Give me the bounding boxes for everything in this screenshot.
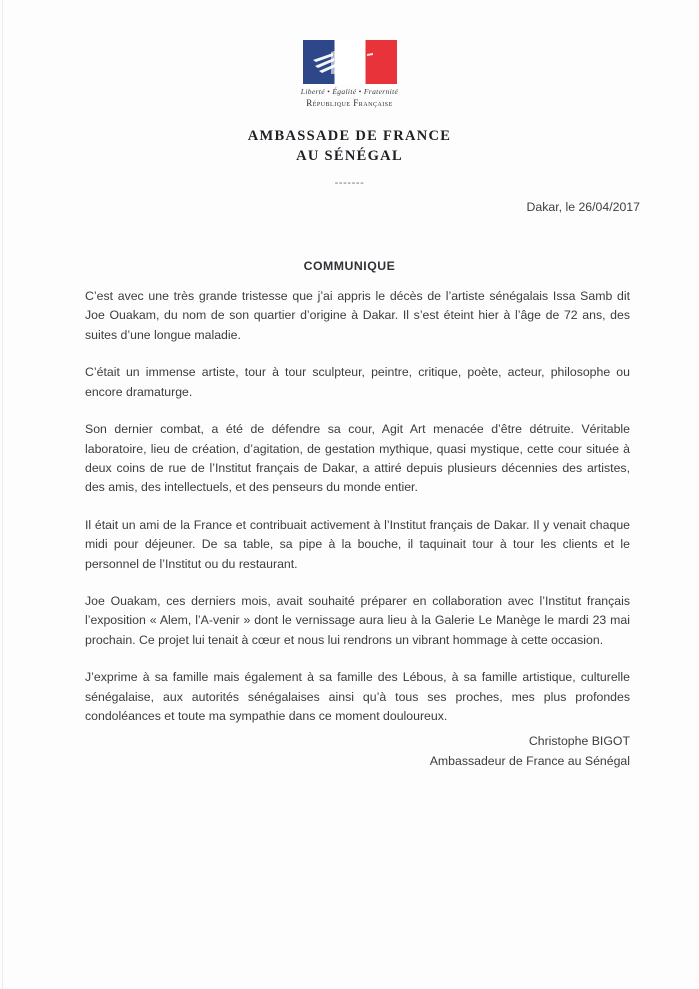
republic-logo: [301, 40, 398, 108]
signature-block: [0, 732, 630, 771]
embassy-heading-line2: AU SÉNÉGAL: [296, 147, 403, 164]
paragraph: Joe Ouakam, ces derniers mois, avait souhaité préparer en collaboration avec l’Institut français l’exposition « Alem, l’A-venir » dont le vernissage aura lieu à la Galerie Le Manège le mardi 23 mai prochain. Ce projet lui tenait à cœur et nous lui rendrons un vibrant hommage à cette occasion.: [85, 594, 630, 647]
paragraph: C’est avec une très grande tristesse que j’ai appris le décès de l’artiste sénégalais Issa Samb dit Joe Ouakam, du nom de son quartier d’origine à Dakar. Il s’est éteint hier à l’âge de 72 ans, des suites d’une longue maladie.: [85, 289, 630, 342]
paragraph: Il était un ami de la France et contribuait activement à l’Institut français de Dakar. Il y venait chaque midi pour déjeuner. De sa table, sa pipe à la bouche, il taquinait tour à tour les clients et le personnel de l’Institut ou du restaurant.: [85, 517, 630, 571]
header-separator: -------: [334, 177, 365, 190]
paragraph: J’exprime à sa famille mais également à sa famille des Lébous, à sa famille artistique, culturelle sénégalaise, aux autorités sénégalaises ainsi qu’à tous ses proches, mes plus profondes condoléances et toute ma sympathie dans ce moment douloureux.: [85, 670, 630, 724]
republic-name: République Française: [306, 98, 393, 108]
page-title: COMMUNIQUE: [303, 259, 396, 273]
body-copy: [85, 287, 630, 727]
republic-motto: Liberté • Égalité • Fraternité: [300, 87, 399, 96]
paragraph: C’était un immense artiste, tour à tour sculpteur, peintre, critique, poète, acteur, philosophe ou encore dramaturge.: [85, 365, 630, 399]
signatory-role: Ambassadeur de France au Sénégal: [429, 753, 630, 768]
french-republic-marianne-flag-emblem: [303, 40, 397, 84]
paragraph: Son dernier combat, a été de défendre sa cour, Agit Art menacée d’être détruite. Véritable laboratoire, lieu de création, d’agitation, de gestation mythique, quasi mystique, cette cour située à deux coins de rue de l’Institut français de Dakar, a attiré depuis plusieurs décennies des artistes, des amis, des intellectuels, et des penseurs du monde entier.: [85, 422, 630, 495]
letterhead: [0, 40, 699, 189]
embassy-heading: [0, 127, 699, 166]
embassy-heading-line1: AMBASSADE DE FRANCE: [247, 128, 452, 144]
signatory-name: Christophe BIGOT: [528, 734, 630, 748]
dateline: Dakar, le 26/04/2017: [526, 200, 640, 214]
